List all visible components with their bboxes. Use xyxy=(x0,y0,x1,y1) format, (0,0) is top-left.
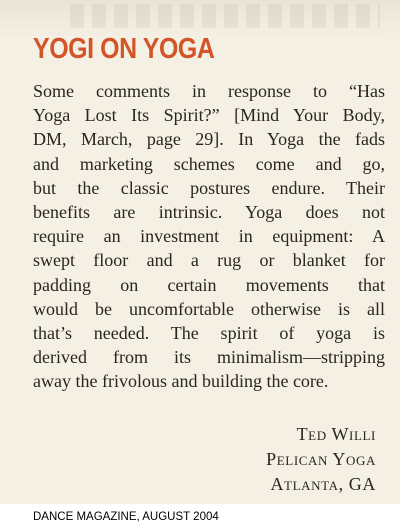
article-body-line: require an investment in equipment: A xyxy=(33,226,385,247)
article-body-line: swept floor and a rug or blanket for xyxy=(33,250,385,271)
author-organization: Pelican Yoga xyxy=(266,449,376,469)
article-body-line: would be uncomfortable otherwise is all xyxy=(33,298,385,319)
author-name: Ted Willi xyxy=(296,424,376,444)
bleed-through-texture xyxy=(70,4,380,28)
article-body xyxy=(33,79,385,393)
article-body-line: DM, March, page 29]. In Yoga the fads xyxy=(33,129,385,150)
article-headline: YOGI ON YOGA xyxy=(33,33,215,65)
author-location: Atlanta, GA xyxy=(270,474,376,494)
article-body-line: padding on certain movements that xyxy=(33,274,385,295)
article-body-line: away the frivolous and building the core. xyxy=(33,371,329,392)
article-body-line: Some comments in response to “Has xyxy=(33,81,385,101)
article-body-line: but the classic postures endure. Their xyxy=(33,177,385,198)
article-body-line: derived from its minimalism—stripping xyxy=(33,347,385,368)
letter-signature xyxy=(266,422,376,497)
article-body-line: Yoga Lost Its Spirit?” [Mind Your Body, xyxy=(33,105,385,126)
article-body-line: benefits are intrinsic. Yoga does not xyxy=(33,201,385,222)
source-caption: DANCE MAGAZINE, AUGUST 2004 xyxy=(33,511,219,523)
article-body-line: and marketing schemes come and go, xyxy=(33,153,385,174)
article-body-line: that’s needed. The spirit of yoga is xyxy=(33,322,385,343)
